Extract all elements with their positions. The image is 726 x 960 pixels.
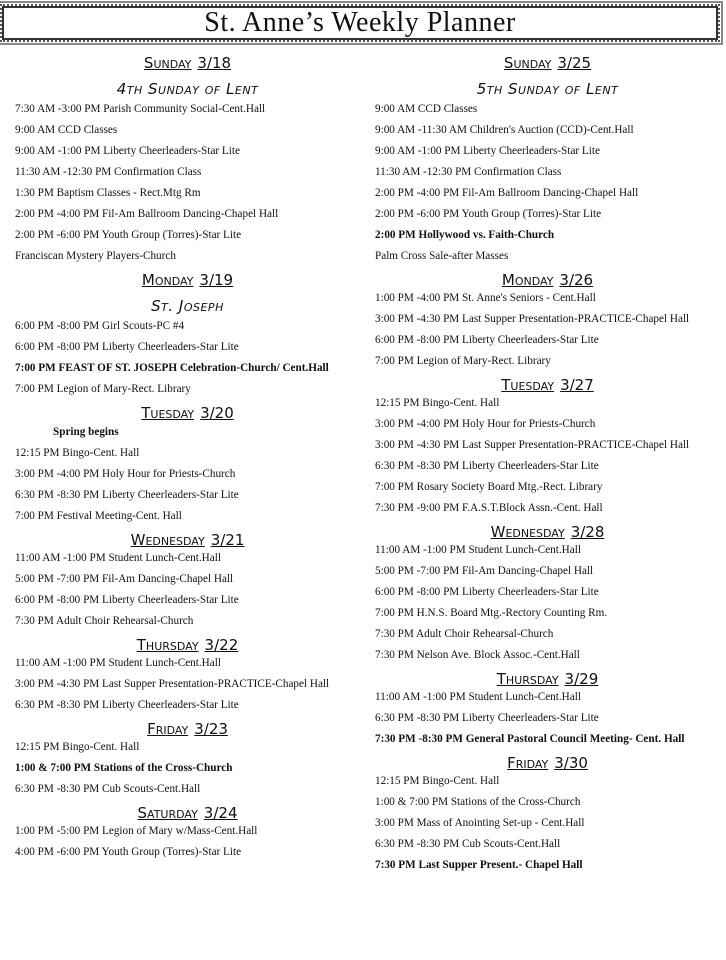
day-name: Saturday: [137, 804, 198, 822]
event-item: 3:00 PM Mass of Anointing Set-up - Cent.Hall: [375, 817, 585, 829]
day-note: Spring begins: [53, 426, 119, 438]
day-date: 3/25: [557, 54, 592, 72]
day-date: 3/23: [194, 720, 228, 738]
day-date: 3/29: [564, 670, 599, 688]
day-header-wednesday: [15, 531, 360, 550]
event-item: 2:00 PM -4:00 PM Fil-Am Ballroom Dancing-Chapel Hall: [375, 187, 639, 199]
day-header-saturday: [15, 804, 360, 823]
event-item: 3:00 PM -4:00 PM Holy Hour for Priests-Church: [15, 468, 236, 480]
event-item: 11:00 AM -1:00 PM Student Lunch-Cent.Hall: [375, 544, 581, 556]
event-item: 11:00 AM -1:00 PM Student Lunch-Cent.Hall: [15, 657, 221, 669]
day-name: Monday: [501, 271, 554, 289]
event-item: 6:00 PM -8:00 PM Girl Scouts-PC #4: [15, 320, 185, 332]
day-header-monday: [375, 271, 720, 290]
event-item: 6:00 PM -8:00 PM Liberty Cheerleaders-Star Lite: [15, 594, 239, 606]
day-date: 3/21: [210, 531, 245, 549]
event-item: 7:00 PM FEAST OF ST. JOSEPH Celebration-Church/ Cent.Hall: [15, 362, 329, 374]
event-item: 7:30 PM Nelson Ave. Block Assoc.-Cent.Hall: [375, 649, 580, 661]
day-name: Thursday: [136, 636, 199, 654]
event-item: 12:15 PM Bingo-Cent. Hall: [15, 447, 140, 459]
event-item: 7:30 AM -3:00 PM Parish Community Social-Cent.Hall: [15, 103, 266, 115]
event-item: 6:30 PM -8:30 PM Liberty Cheerleaders-Star Lite: [15, 489, 239, 501]
day-header-sunday: [15, 54, 360, 73]
event-item: 12:15 PM Bingo-Cent. Hall: [15, 741, 140, 753]
day-date: 3/22: [204, 636, 239, 654]
event-item: 3:00 PM -4:00 PM Holy Hour for Priests-Church: [375, 418, 596, 430]
event-item: 1:00 PM -4:00 PM St. Anne's Seniors - Cent.Hall: [375, 292, 596, 304]
day-header-tuesday: [15, 404, 360, 423]
event-item: 9:00 AM -1:00 PM Liberty Cheerleaders-Star Lite: [375, 145, 600, 157]
day-name: Monday: [141, 271, 194, 289]
event-item: 6:30 PM -8:30 PM Cub Scouts-Cent.Hall: [15, 783, 201, 795]
day-date: 3/19: [199, 271, 234, 289]
feast-title: 4th Sunday of Lent: [116, 80, 259, 98]
event-item: 11:30 AM -12:30 PM Confirmation Class: [375, 166, 562, 178]
event-item: Franciscan Mystery Players-Church: [15, 250, 176, 262]
day-date: 3/24: [203, 804, 238, 822]
event-item: 1:00 & 7:00 PM Stations of the Cross-Church: [15, 762, 233, 774]
event-item: 7:00 PM Festival Meeting-Cent. Hall: [15, 510, 182, 522]
day-name: Sunday: [503, 54, 552, 72]
event-item: 11:00 AM -1:00 PM Student Lunch-Cent.Hall: [15, 552, 221, 564]
left-column: [15, 50, 360, 867]
event-item: 7:00 PM Rosary Society Board Mtg.-Rect. Library: [375, 481, 603, 493]
day-date: 3/18: [197, 54, 232, 72]
event-item: Palm Cross Sale-after Masses: [375, 250, 509, 262]
event-item: 6:00 PM -8:00 PM Liberty Cheerleaders-Star Lite: [375, 334, 599, 346]
event-item: 3:00 PM -4:30 PM Last Supper Presentation-PRACTICE-Chapel Hall: [375, 313, 690, 325]
day-header-tuesday: [375, 376, 720, 395]
event-item: 11:30 AM -12:30 PM Confirmation Class: [15, 166, 202, 178]
event-item: 5:00 PM -7:00 PM Fil-Am Dancing-Chapel Hall: [15, 573, 234, 585]
event-item: 1:30 PM Baptism Classes - Rect.Mtg Rm: [15, 187, 201, 199]
day-header-thursday: [375, 670, 720, 689]
event-item: 9:00 AM CCD Classes: [15, 124, 118, 136]
day-date: 3/26: [559, 271, 594, 289]
event-item: 9:00 AM -1:00 PM Liberty Cheerleaders-Star Lite: [15, 145, 240, 157]
event-item: 3:00 PM -4:30 PM Last Supper Presentation-PRACTICE-Chapel Hall: [15, 678, 330, 690]
event-item: 2:00 PM -4:00 PM Fil-Am Ballroom Dancing-Chapel Hall: [15, 208, 279, 220]
event-item: 6:30 PM -8:30 PM Liberty Cheerleaders-Star Lite: [375, 460, 599, 472]
page-title: St. Anne’s Weekly Planner: [204, 7, 516, 38]
day-header-thursday: [15, 636, 360, 655]
event-item: 1:00 PM -5:00 PM Legion of Mary w/Mass-Cent.Hall: [15, 825, 258, 837]
event-item: 4:00 PM -6:00 PM Youth Group (Torres)-Star Lite: [15, 846, 242, 858]
day-header-sunday: [375, 54, 720, 73]
event-item: 3:00 PM -4:30 PM Last Supper Presentation-PRACTICE-Chapel Hall: [375, 439, 690, 451]
day-date: 3/20: [200, 404, 234, 422]
event-item: 2:00 PM -6:00 PM Youth Group (Torres)-Star Lite: [15, 229, 242, 241]
event-item: 2:00 PM -6:00 PM Youth Group (Torres)-Star Lite: [375, 208, 602, 220]
day-header-wednesday: [375, 523, 720, 542]
event-item: 12:15 PM Bingo-Cent. Hall: [375, 397, 500, 409]
event-item: 7:30 PM -8:30 PM General Pastoral Council Meeting- Cent. Hall: [375, 733, 685, 745]
day-name: Wednesday: [130, 531, 205, 549]
day-name: Sunday: [143, 54, 192, 72]
day-name: Tuesday: [141, 404, 195, 422]
event-item: 1:00 & 7:00 PM Stations of the Cross-Church: [375, 796, 581, 808]
event-item: 9:00 AM -11:30 AM Children's Auction (CCD)-Cent.Hall: [375, 124, 634, 136]
day-name: Friday: [507, 754, 549, 772]
day-date: 3/30: [554, 754, 588, 772]
event-item: 7:00 PM Legion of Mary-Rect. Library: [375, 355, 551, 367]
event-item: 6:00 PM -8:00 PM Liberty Cheerleaders-Star Lite: [375, 586, 599, 598]
day-date: 3/28: [570, 523, 605, 541]
day-date: 3/27: [560, 376, 594, 394]
event-item: 11:00 AM -1:00 PM Student Lunch-Cent.Hall: [375, 691, 581, 703]
event-item: 7:30 PM Adult Choir Rehearsal-Church: [15, 615, 194, 627]
event-item: 7:30 PM Last Supper Present.- Chapel Hall: [375, 859, 583, 871]
event-item: 5:00 PM -7:00 PM Fil-Am Dancing-Chapel Hall: [375, 565, 594, 577]
event-item: 7:00 PM Legion of Mary-Rect. Library: [15, 383, 191, 395]
day-name: Friday: [147, 720, 189, 738]
event-item: 12:15 PM Bingo-Cent. Hall: [375, 775, 500, 787]
event-item: 6:00 PM -8:00 PM Liberty Cheerleaders-Star Lite: [15, 341, 239, 353]
day-name: Wednesday: [490, 523, 565, 541]
title-banner: [2, 6, 718, 40]
event-item: 7:30 PM -9:00 PM F.A.S.T.Block Assn.-Cent. Hall: [375, 502, 603, 514]
event-item: 6:30 PM -8:30 PM Liberty Cheerleaders-Star Lite: [375, 712, 599, 724]
event-item: 9:00 AM CCD Classes: [375, 103, 478, 115]
day-header-monday: [15, 271, 360, 290]
event-item: 2:00 PM Hollywood vs. Faith-Church: [375, 229, 555, 241]
event-item: 7:30 PM Adult Choir Rehearsal-Church: [375, 628, 554, 640]
event-item: 6:30 PM -8:30 PM Cub Scouts-Cent.Hall: [375, 838, 561, 850]
day-name: Thursday: [496, 670, 559, 688]
day-header-friday: [15, 720, 360, 739]
feast-title: 5th Sunday of Lent: [476, 80, 619, 98]
right-column: [375, 50, 720, 880]
event-item: 7:00 PM H.N.S. Board Mtg.-Rectory Counting Rm.: [375, 607, 608, 619]
event-item: 6:30 PM -8:30 PM Liberty Cheerleaders-Star Lite: [15, 699, 239, 711]
day-header-friday: [375, 754, 720, 773]
day-name: Tuesday: [501, 376, 555, 394]
feast-title: St. Joseph: [151, 297, 224, 315]
